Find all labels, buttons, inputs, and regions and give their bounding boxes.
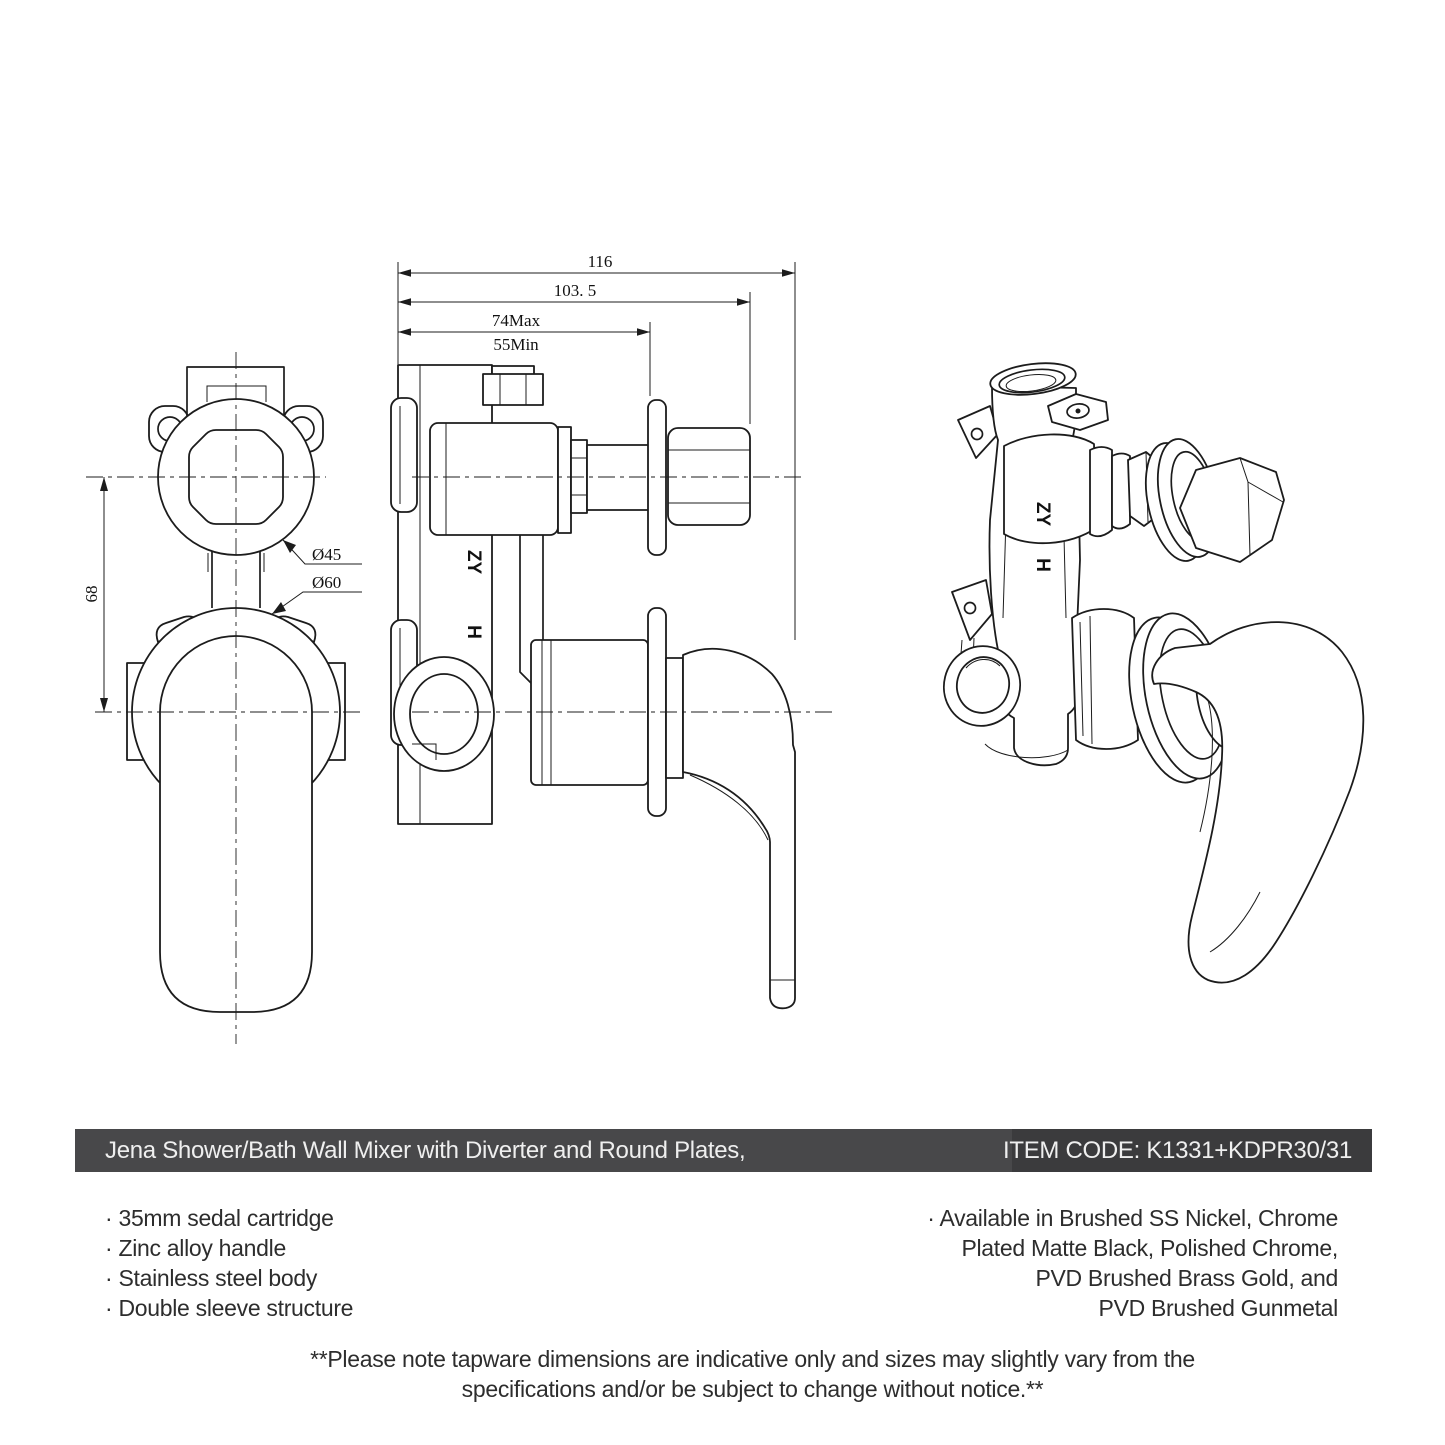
iso-body-mark-h: H xyxy=(1032,558,1053,572)
finish-line: · Available in Brushed SS Nickel, Chrome xyxy=(927,1205,1338,1231)
dim-dia-45: Ø45 xyxy=(312,545,342,564)
body-mark-zy: ZY xyxy=(463,549,484,575)
iso-body-mark-zy: ZY xyxy=(1032,501,1053,527)
front-view xyxy=(82,352,364,1044)
finish-line: PVD Brushed Gunmetal xyxy=(1098,1295,1338,1321)
handle-hub-side xyxy=(666,658,683,778)
product-title: Jena Shower/Bath Wall Mixer with Diverter and Round Plates, xyxy=(105,1137,746,1164)
iso-diverter-housing xyxy=(1004,434,1096,543)
diverter-shaft-side xyxy=(587,445,650,510)
feature-item: · Double sleeve structure xyxy=(105,1295,354,1321)
item-code: ITEM CODE: K1331+KDPR30/31 xyxy=(1002,1137,1352,1164)
finish-line: Plated Matte Black, Polished Chrome, xyxy=(961,1235,1338,1261)
iso-clip-top xyxy=(958,406,998,458)
isometric-view xyxy=(935,359,1363,983)
body-mark-h: H xyxy=(463,625,484,639)
feature-item: · 35mm sedal cartridge xyxy=(105,1205,334,1231)
note-line: **Please note tapware dimensions are indicative only and sizes may slightly vary from the xyxy=(310,1346,1195,1372)
title-bar xyxy=(75,1129,1372,1172)
dim-103-5: 103. 5 xyxy=(553,281,597,300)
side-view xyxy=(391,252,836,1008)
dim-dia-60: Ø60 xyxy=(312,573,342,592)
dim-55min: 55Min xyxy=(493,335,539,354)
diverter-plate-side xyxy=(648,400,666,555)
disclaimer-note xyxy=(60,1344,1445,1404)
diverter-top-fitting xyxy=(483,374,543,405)
diverter-cylinder-side xyxy=(430,423,558,535)
iso-clip-bottom xyxy=(952,580,992,640)
cartridge-side xyxy=(531,640,648,785)
dim-116: 116 xyxy=(587,252,613,271)
note-line: specifications and/or be subject to change without notice.** xyxy=(461,1376,1044,1402)
finish-line: PVD Brushed Brass Gold, and xyxy=(1035,1265,1338,1291)
dim-74max: 74Max xyxy=(491,311,541,330)
mixer-handle-side xyxy=(683,649,795,1008)
dim-height-68: 68 xyxy=(82,585,101,603)
feature-item: · Stainless steel body xyxy=(105,1265,318,1291)
iso-diverter-knob xyxy=(1180,458,1284,562)
feature-item: · Zinc alloy handle xyxy=(105,1235,286,1261)
diverter-knob-side xyxy=(668,428,750,525)
iso-mixer-handle xyxy=(1152,622,1363,983)
finish-list xyxy=(927,1203,1338,1323)
feature-list xyxy=(105,1203,353,1323)
